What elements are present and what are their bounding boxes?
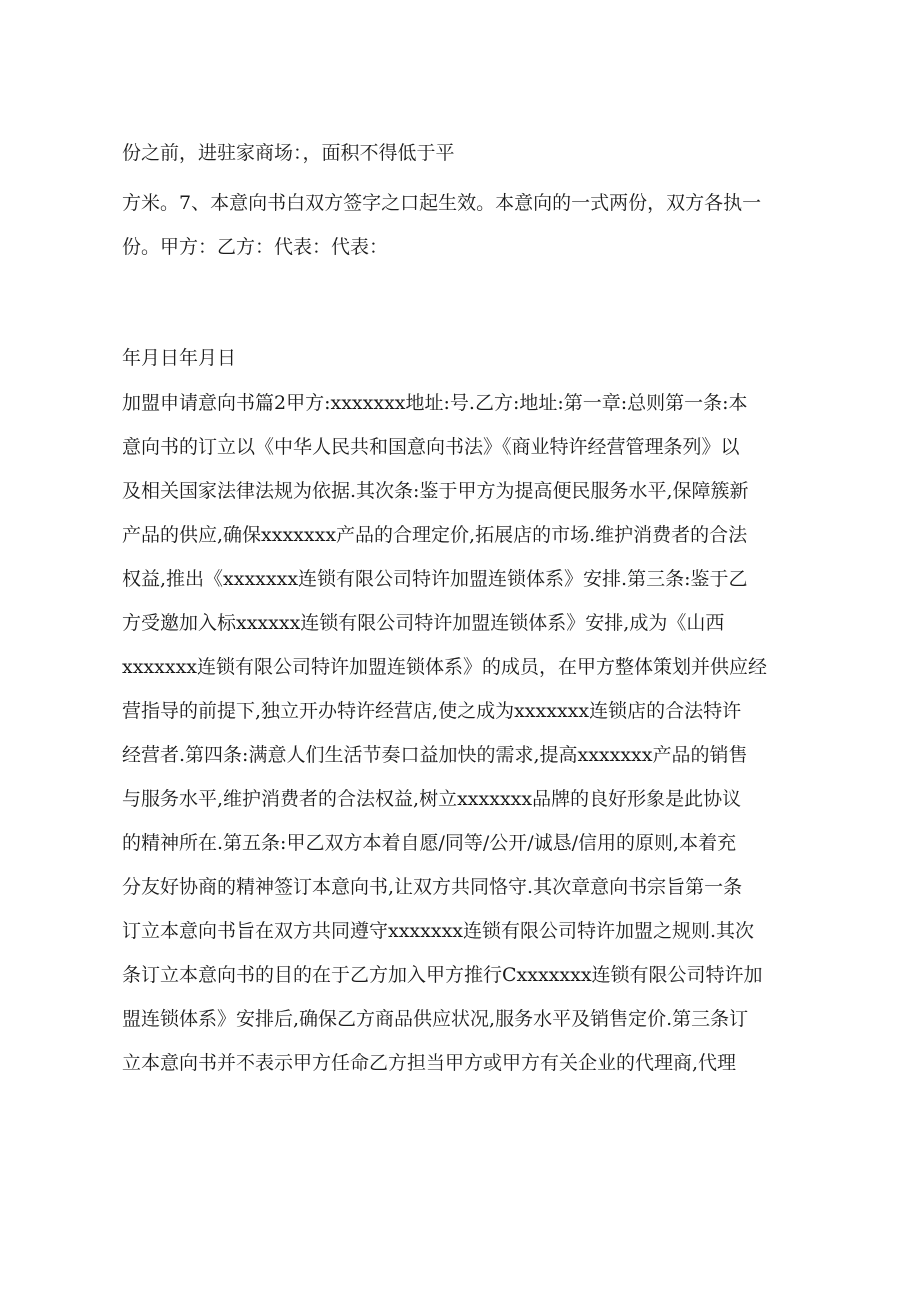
text-line: 加盟申请意向书篇2甲方:xxxxxxx地址:号.乙方:地址:第一章:总则第一条:本 [122,392,748,414]
text-line: 立本意向书并不表示甲方任命乙方担当甲方或甲方有关企业的代理商,代理 [122,1052,737,1074]
paragraph-continuation [122,131,802,175]
text-line: 盟连锁体系》安排后,确保乙方商品供应状况,服务水平及销售定价.第三条订 [122,1008,749,1030]
text-line: 分友好协商的精神签订本意向书,让双方共同恪守.其次章意向书宗旨第一条 [122,876,743,898]
text-line: 与服务水平,维护消费者的合法权益,树立xxxxxxx品牌的良好形象是此协议 [122,788,742,810]
text-line: 条订立本意向书的目的在于乙方加入甲方推行Cxxxxxxx连锁有限公司特许加 [122,964,763,986]
text-line: xxxxxxx连锁有限公司特许加盟连锁体系》的成员，在甲方整体策划并供应经 [122,656,768,678]
text-line: 及相关国家法律法规为依据.其次条:鉴于甲方为提高便民服务水平,保障簇新 [122,480,749,502]
text-line: 意向书的订立以《中华人民共和国意向书法》《商业特许经营管理条列》以 [122,436,740,458]
text-line: 年月日年月日 [122,347,237,369]
paragraph-franchise-agreement [122,381,802,1085]
text-line: 产品的供应,确保xxxxxxx产品的合理定价,拓展店的市场.维护消费者的合法 [122,524,748,546]
text-line: 方米。7、本意向书白双方签字之口起生效。本意向的一式两份，双方各执一 [122,192,762,214]
text-line: 营指导的前提下,独立开办特许经营店,使之成为xxxxxxx连锁店的合法特许 [122,700,742,722]
text-line: 经营者.第四条:满意人们生活节奏口益加快的需求,提高xxxxxxx产品的销售 [122,744,748,766]
text-line: 的精神所在.第五条:甲乙双方本着自愿/同等/公开/诚恳/信用的原则,本着充 [122,832,737,854]
text-line: 权益,推出《xxxxxxx连锁有限公司特许加盟连锁体系》安排.第三条:鉴于乙 [122,568,748,590]
paragraph-effective-clause [122,181,802,269]
text-line: 方受邀加入标xxxxxx连锁有限公司特许加盟连锁体系》安排,成为《山西 [122,612,725,634]
text-line: 份。甲方：乙方：代表：代表： [122,236,389,258]
text-line: 份之前，进驻家商场：，面积不得低于平 [122,142,455,164]
paragraph-date-line [122,336,802,380]
text-line: 订立本意向书旨在双方共同遵守xxxxxxx连锁有限公司特许加盟之规则.其次 [122,920,755,942]
